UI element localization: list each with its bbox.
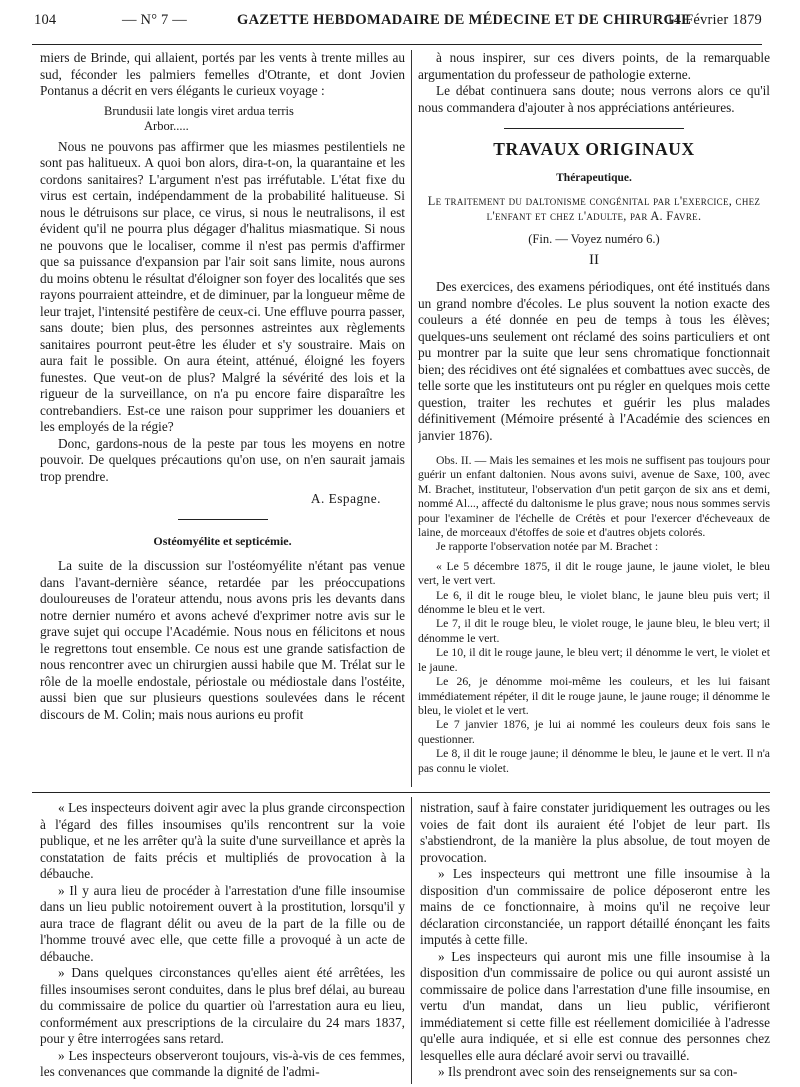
observation-entry: « Le 5 décembre 1875, il dit le rouge jaune, le jaune violet, le bleu vert, le vert vert. <box>418 559 770 588</box>
right-column <box>418 50 770 785</box>
paragraph: Des exercices, des examens périodiques, ont été institués dans un grand nombre d'écoles. Le plus souvent la notion exacte des couleurs a été donnée en peu de temps à tous les élèves; quelques-uns seulement ont réclamé des soins particuliers et ont pu montrer par la suite que leur sens chromatique fonctionnait bien; des récidives ont été signalées et combattues avec succès, de telle sorte que les instituteurs ont pu régler en quelques mois cette question, traiter les rechutes et guérir les plus malades définitivement (Mémoire présenté à l'Académie des sciences en janvier 1876). <box>418 279 770 443</box>
paragraph: miers de Brinde, qui allaient, portés par les vents à trente milles au sud, féconder les palmiers femelles d'Otrante, et dont Jovien Pontanus a décrit en vers élégants le curieux voyage : <box>40 50 405 98</box>
paragraph: Donc, gardons-nous de la peste par tous les moyens en notre pouvoir. De quelques précautions qu'on use, on n'en saurait jamais trop prendre. <box>40 435 405 484</box>
paragraph: » Il y aura lieu de procéder à l'arrestation d'une fille insoumise dans un lieu public notoirement ouvert à la prostitution, lorsqu'il y aura trace de flagrant délit ou aveu de la part de la fille ou de l'homme trouvé avec elle, que cette fille a provoqué à un acte de débauche. <box>40 882 405 964</box>
paragraph: Nous ne pouvons pas affirmer que les miasmes pestilentiels ne sont pas halitueux. A quoi bon alors, dira-t-on, la quarantaine et les cordons sanitaires? L'argument n'est pas irréfutable. L'état fixe du virus est certain, indépendamment de la probabilité halitueuse. Si nous le détruisons sur place, ce virus, si nous le neutralisons, il est évident qu'il ne pourra plus dégager d'halitus miasmatique. Si nous ne pouvons que le localiser, comme il n'est pas permis d'affirmer que sa puissance d'expansion par l'air soit sans limite, nous aurons du moins obtenu le résultat d'éloigner son foyer des localités que ses rayons pourraient atteindre, et de diminuer, par la longueur même de leur trajet, l'intensité pestifère de ceux-ci. Une effluve pourra passer, sans doute; bien plus, des personnes astreintes aux règlements sanitaires pourront peut-être les éluder et s'y soustraire. Mais on aura fait le possible. On aura éteint, atténué, éloigné les foyers funestes. Que veut-on de plus? Malgré la sévérité des lois et la rigueur de la surveillance, on n'a pu encore faire disparaître les contrebandiers. Est-ce une raison pour supprimer les douaniers et les employés de la régie? <box>40 138 405 434</box>
paragraph: » Dans quelques circonstances qu'elles aient été arrêtées, les filles insoumises seront conduites, dans le plus bref délai, au bureau du commissaire de police du quartier où l'arrestation aura eu lieu, conformément aux prescriptions de la circulaire du 24 mars 1837, pour y être interrogées sans retard. <box>40 965 405 1046</box>
author-signature: A. Espagne. <box>310 491 381 506</box>
section-heading: TRAVAUX ORIGINAUX <box>493 139 695 159</box>
observation-entry: Le 7 janvier 1876, je lui ai nommé les couleurs deux fois sans le questionner. <box>418 718 770 746</box>
paragraph: à nous inspirer, sur ces divers points, de la remarquable argumentation du professeur de pathologie externe. <box>418 50 770 82</box>
article-note: (Fin. — Voyez numéro 6.) <box>528 232 660 246</box>
paragraph: nistration, sauf à faire constater juridiquement les outrages ou les voies de fait dont ils auraient été l'objet de leur part. Ils s'abstiendront, de la manière la plus absolue, de tout moyen de provocation. <box>420 800 770 865</box>
column-divider <box>411 50 412 787</box>
header-rule <box>32 44 762 45</box>
bottom-left-column <box>40 800 405 1082</box>
paragraph: » Ils prendront avec soin des renseignements sur sa con- <box>438 1064 738 1079</box>
section-subheading: Thérapeutique. <box>556 172 632 184</box>
paragraph: Le débat continuera sans doute; nous verrons alors ce qu'il nous commandera d'ajouter à nos appréciations antérieures. <box>418 83 770 115</box>
journal-title: GAZETTE HEBDOMADAIRE DE MÉDECINE ET DE CHIRURGIE <box>237 12 692 28</box>
observation-text: Obs. II. — Mais les semaines et les mois ne suffisent pas toujours pour guérir un enfant daltonien. Nous avons suivi, avenue de Saxe, 100, avec M. Brachet, instituteur, l'observation d'un petit garçon de six ans et demi, nommé Al..., affecté du daltonisme le plus grave; nous nous sommes servis pour l'examiner de l'échelle de Crétès et pour l'exercer d'écheveaux de laine, de morceaux d'étoffes de soie et d'autres objets colorés. <box>418 454 770 540</box>
issue-number: — N° 7 — <box>122 12 187 28</box>
paragraph: » Les inspecteurs qui auront mis une fille insoumise à la disposition d'un commissaire de police ou qui auront assisté un commissaire de police dans l'arrestation d'une fille insoumise, en vertu d'un mandat, dans un lieu public, vérifieront immédiatement si cette fille est réellement domiciliée à l'adresse qu'elle aura indiquée, et si elle est connue des personnes chez lesquelles elle aura déclaré avoir servi ou travaillé. <box>420 948 770 1063</box>
section-divider <box>178 519 268 520</box>
observation-entry: Le 7, il dit le rouge bleu, le violet rouge, le jaune bleu, le bleu vert; il dénomme le vert. <box>418 617 770 645</box>
horizontal-divider <box>32 792 770 793</box>
page-number: 104 <box>34 12 57 28</box>
issue-date: 14 Février 1879 <box>666 12 762 28</box>
observation-entry: Le 26, je dénomme moi-même les couleurs, et les lui faisant immédiatement répéter, il dit le rouge jaune, le jaune rouge; il dénomme le bleu, le violet et le vert. <box>418 675 770 717</box>
latin-quote <box>104 104 405 134</box>
bottom-right-column <box>420 800 770 1082</box>
section-divider <box>504 128 684 129</box>
observation-text: Je rapporte l'observation notée par M. Brachet : <box>436 540 659 554</box>
section-title: Ostéomyélite et septicémie. <box>153 534 292 548</box>
paragraph: » Les inspecteurs observeront toujours, vis-à-vis de ces femmes, les convenances que commande la dignité de l'admi- <box>40 1047 405 1079</box>
observation-entry: Le 6, il dit le rouge bleu, le violet blanc, le jaune bleu puis vert; il dénomme le bleu et le vert. <box>418 588 770 617</box>
left-column <box>40 50 405 785</box>
article-title: Le traitement du daltonisme congénital par l'exercice, chez l'enfant et chez l'adulte, par A. Favre. <box>427 194 761 223</box>
quote-line: Brundusii late longis viret ardua terris <box>104 103 294 118</box>
part-number: II <box>589 252 599 268</box>
paragraph: » Les inspecteurs qui mettront une fille insoumise à la disposition d'un commissaire de police déposeront entre les mains de ce fonctionnaire, à moins qu'il ne reçoive leur déclaration circonstanciée, un rapport détaillé énonçant les faits imputés à cette fille. <box>420 866 770 947</box>
observation-block <box>418 454 770 776</box>
observation-entry: Le 10, il dit le rouge jaune, le bleu vert; il dénomme le vert, le violet et le jaune. <box>418 646 770 674</box>
observation-entry: Le 8, il dit le rouge jaune; il dénomme le bleu, le jaune et le vert. Il n'a pas connu le violet. <box>418 747 770 775</box>
paragraph: « Les inspecteurs doivent agir avec la plus grande circonspection à l'égard des filles insoumises qu'ils rencontrent sur la voie publique, et ne les arrêter qu'à la suite d'une surveillance et après la constatation de faits précis et multipliés de provocation à la débauche. <box>40 800 405 881</box>
page-header <box>32 12 762 34</box>
quote-line: Arbor..... <box>144 118 189 133</box>
column-divider <box>411 797 412 1084</box>
paragraph: La suite de la discussion sur l'ostéomyélite n'étant pas venue dans l'avant-dernière séance, retardée par les préoccupations douloureuses de l'orateur attendu, nous avons pris les devants dans notre dernier numéro et avons achevé d'exprimer notre avis sur le grave sujet qui occupe l'Académie. Nous nous en félicitons et nous le regrettons tout ensemble. Ce nous est une grande satisfaction de nous rencontrer avec un chirurgien aussi habile que M. Trélat sur le rôle de la moelle endostale, périostale ou médiostale dans l'ostéite, aussi bien que sur plusieurs questions soulevées dans le récent discours de M. Colin; mais nous aurions eu profit <box>40 558 405 722</box>
